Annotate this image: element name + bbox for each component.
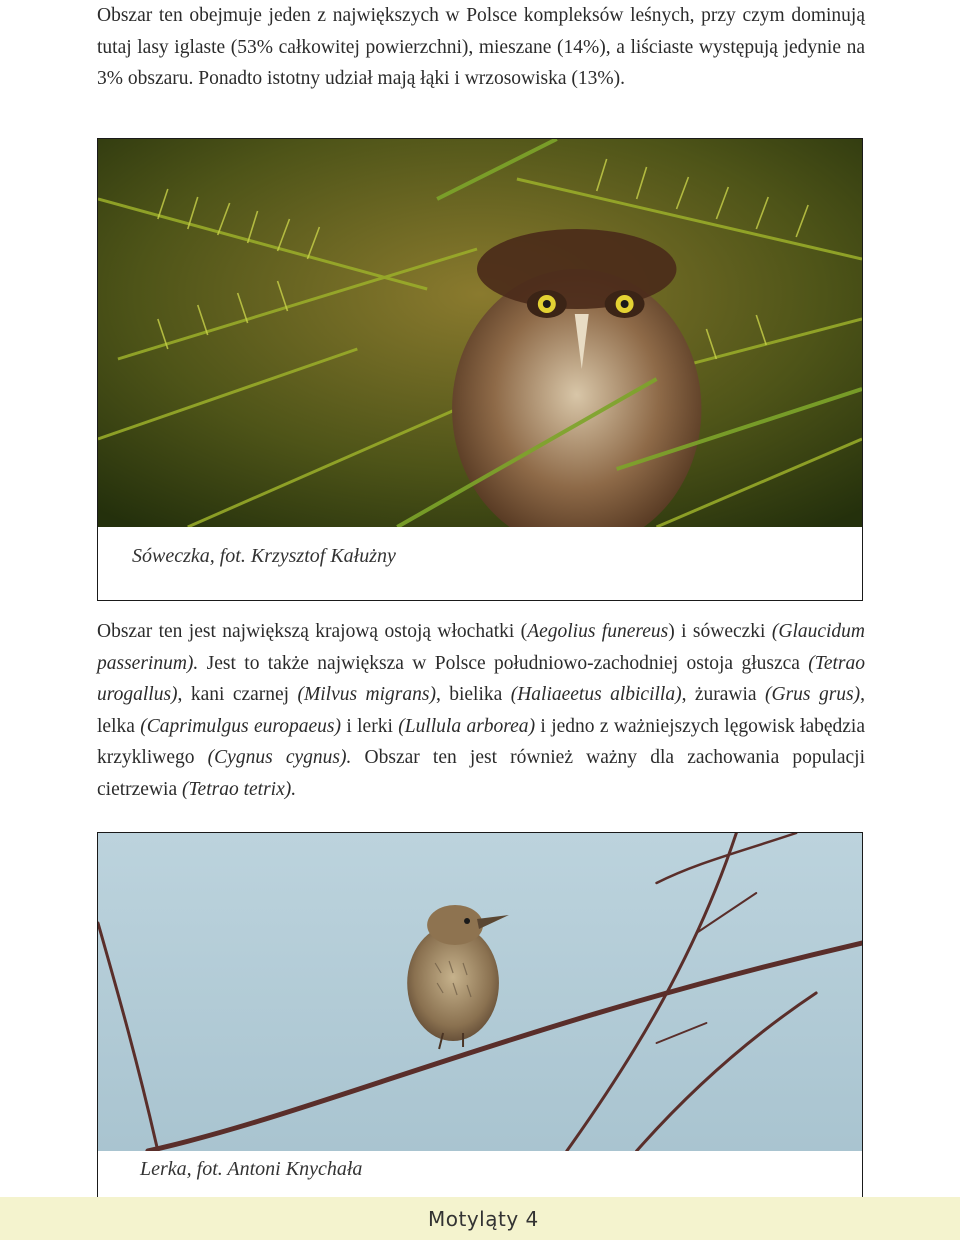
- lark-photo: [98, 833, 862, 1151]
- species-name: Tetrao urogallus: [97, 652, 865, 705]
- species-text: , żurawia: [681, 684, 766, 705]
- page-footer-label: Motyląty 4: [428, 1207, 539, 1231]
- page-footer: [0, 1197, 960, 1240]
- species-name: Milvus migrans: [304, 684, 430, 705]
- species-paragraph: Obszar ten jest największą krajową ostoją włochatki (Aegolius funereus) i sóweczki (Glaucidum passerinum). Jest to także największa w Polsce południowo-zachodniej ostoja głuszca (Tetrao urogallus), kani czarnej (Milvus migrans), bielika (Haliaeetus albicilla), żurawia (Grus grus), lelka (Caprimulgus europaeus) i lerki (Lullula arborea) i jedno z ważniejszych lęgowisk łabędzia krzykliwego (Cygnus cygnus). Obszar ten jest również ważny dla zachowania populacji cietrzewia (Tetrao tetrix).: [97, 621, 866, 800]
- species-text: , lelka: [97, 684, 865, 737]
- species-name: Lullula arborea: [404, 715, 529, 737]
- species-text: Jest to także największa w Polsce południowo-zachodniej ostoja głuszca: [198, 652, 809, 674]
- owl-photo-figure: [97, 138, 863, 601]
- species-text: Obszar ten jest największą krajową ostoją włochatki (: [97, 621, 528, 642]
- species-text: ) i sóweczki: [668, 621, 772, 642]
- species-text: i jedno z ważniejszych lęgowisk łabędzia krzykliwego: [97, 715, 866, 768]
- intro-paragraph: Obszar ten obejmuje jeden z największych w Polsce kompleksów leśnych, przy czym dominują tutaj lasy iglaste (53% całkowitej powierzchni), mieszane (14%), a liściaste występują jedynie na 3% obszaru. Ponadto istotny udział mają łąki i wrzosowiska (13%).: [97, 5, 865, 89]
- lark-photo-figure: [97, 832, 863, 1198]
- lark-photo-caption: Lerka, fot. Antoni Knychała: [140, 1158, 363, 1180]
- species-name: Cygnus cygnus: [214, 747, 340, 768]
- species-text: , kani czarnej: [177, 684, 298, 705]
- species-text: i lerki: [341, 715, 399, 737]
- owl-photo-caption: Sóweczka, fot. Krzysztof Kałużny: [132, 545, 396, 567]
- species-name: Caprimulgus europaeus: [146, 715, 335, 737]
- species-text: Obszar ten jest również ważny dla zachowania populacji cietrzewia: [97, 747, 865, 800]
- species-text: , bielika: [435, 684, 511, 705]
- owl-photo: [98, 139, 862, 527]
- species-name: Haliaeetus albicilla: [517, 684, 676, 705]
- species-name: Glaucidum passerinum: [97, 621, 866, 674]
- species-name: Aegolius funereus: [527, 621, 669, 642]
- species-name: Grus grus: [771, 684, 854, 705]
- species-name: Tetrao tetrix: [188, 778, 285, 800]
